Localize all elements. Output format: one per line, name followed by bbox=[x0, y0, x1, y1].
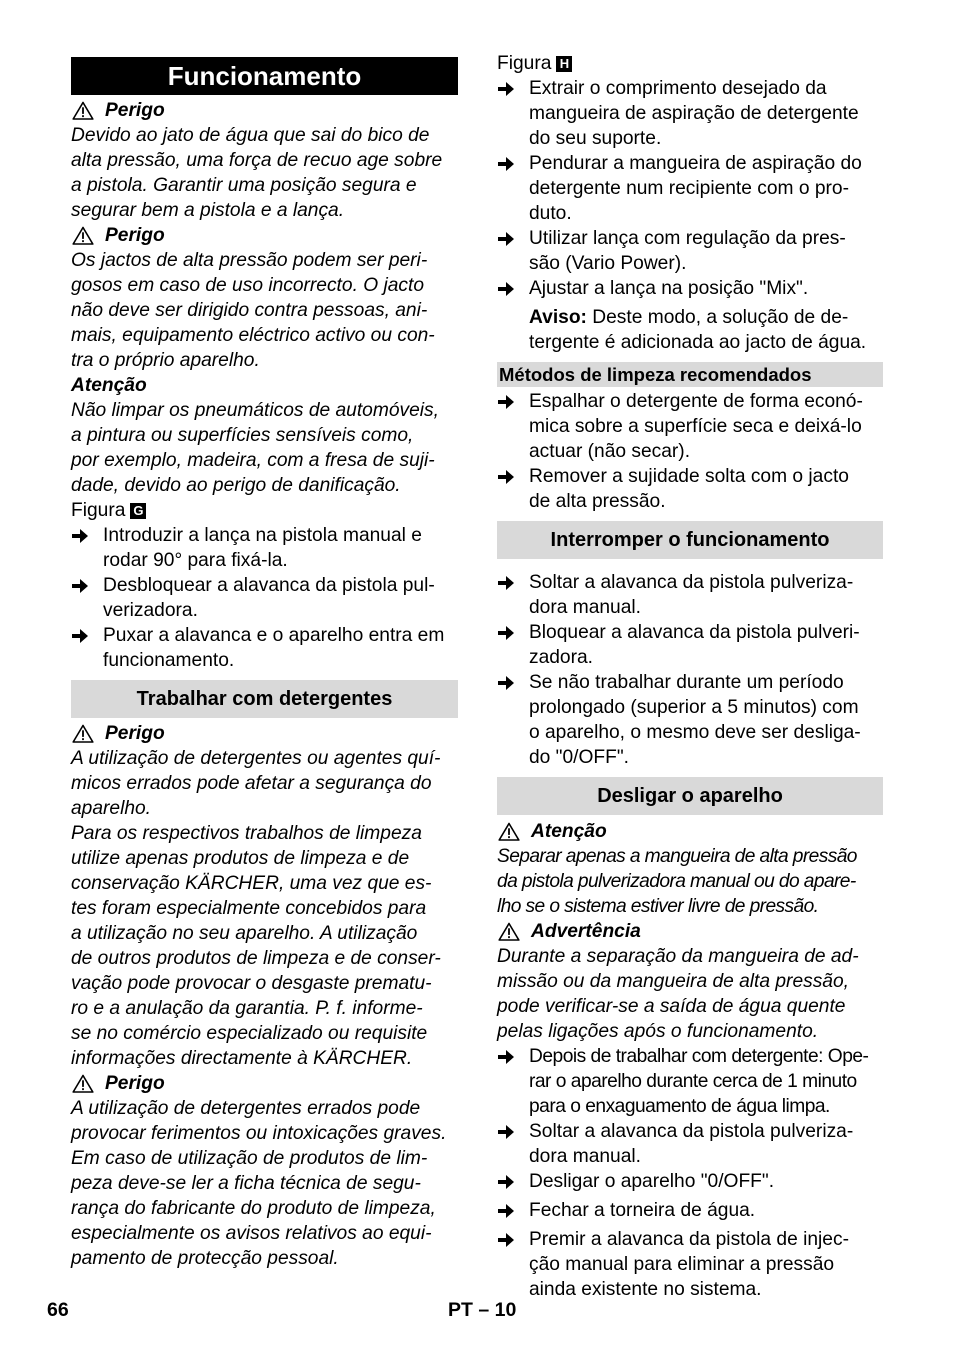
note-second-line: tergente é adicionada ao jacto de água. bbox=[529, 332, 867, 353]
warning-triangle-icon bbox=[498, 922, 520, 941]
section-title-funcionamento: Funcionamento bbox=[71, 57, 458, 95]
warning-label: Perigo bbox=[105, 723, 165, 744]
section-page: PT – 10 bbox=[448, 1299, 517, 1321]
step-item bbox=[497, 670, 883, 770]
warning-text-line: missão ou da mangueira de alta pressão, bbox=[497, 971, 849, 992]
step-item bbox=[497, 151, 883, 226]
step-text-line: rar o aparelho durante cerca de 1 minuto bbox=[529, 1071, 857, 1092]
step-item bbox=[497, 1169, 883, 1198]
warning-label: Perigo bbox=[105, 225, 165, 246]
step-text bbox=[529, 151, 883, 226]
warning-text-line: alta pressão, uma força de recuo age sobre bbox=[71, 150, 443, 171]
step-text-line: duto. bbox=[529, 203, 572, 224]
step-text-line: Se não trabalhar durante um período bbox=[529, 672, 844, 693]
warning-text-line: peza deve-se ler a ficha técnica de segu- bbox=[71, 1173, 421, 1194]
section-heading-interromper: Interromper o funcionamento bbox=[497, 521, 883, 559]
warning-text-line: da pistola pulverizadora manual ou do apare- bbox=[497, 871, 856, 892]
step-text-line: actuar (não secar). bbox=[529, 441, 691, 462]
warning-text-line: A utilização de detergentes ou agentes quí- bbox=[71, 748, 441, 769]
page-number: 66 bbox=[47, 1299, 69, 1321]
note-label: Aviso: bbox=[529, 307, 587, 328]
step-text-line: Remover a sujidade solta com o jacto bbox=[529, 466, 849, 487]
figure-reference bbox=[71, 498, 458, 523]
attention-block bbox=[497, 819, 883, 919]
warning-text-line: conservação KÄRCHER, uma vez que es- bbox=[71, 873, 432, 894]
step-text-line: Extrair o comprimento desejado da bbox=[529, 78, 827, 99]
warning-text-line: se no comércio especializado ou requisite bbox=[71, 1023, 428, 1044]
warning-text-line: não deve ser dirigido contra pessoas, ani- bbox=[71, 300, 428, 321]
warning-text-line: provocar ferimentos ou intoxicações graves. bbox=[71, 1123, 447, 1144]
warning-label: Atenção bbox=[531, 821, 607, 842]
warning-text-line: utilize apenas produtos de limpeza e de bbox=[71, 848, 410, 869]
step-text-line: dora manual. bbox=[529, 1146, 641, 1167]
step-text bbox=[529, 76, 883, 151]
warning-text-line: micos errados pode afetar a segurança do bbox=[71, 773, 432, 794]
step-text-line: Utilizar lança com regulação da pres- bbox=[529, 228, 846, 249]
warning-text-line: pelas ligações após o funcionamento. bbox=[497, 1021, 819, 1042]
right-column bbox=[497, 53, 883, 1302]
note-first-line: Deste modo, a solução de de- bbox=[586, 307, 849, 328]
step-text-line: Puxar a alavanca e o aparelho entra em bbox=[103, 625, 445, 646]
step-text-line: funcionamento. bbox=[103, 650, 235, 671]
warning-text-line: dade, devido ao perigo de danificação. bbox=[71, 475, 401, 496]
arrow-right-icon bbox=[497, 620, 529, 670]
warning-text-line: pamento de protecção pessoal. bbox=[71, 1248, 339, 1269]
step-text-line: para o enxaguamento de água limpa. bbox=[529, 1096, 830, 1117]
step-text-line: Desligar o aparelho "0/OFF". bbox=[529, 1171, 775, 1192]
left-column bbox=[71, 57, 458, 1271]
warning-label: Perigo bbox=[105, 100, 165, 121]
warning-text-line: segurar bem a pistola e a lança. bbox=[71, 200, 345, 221]
arrow-right-icon bbox=[497, 1169, 529, 1198]
note-indent bbox=[497, 305, 529, 355]
final-steps-rest bbox=[497, 1119, 883, 1302]
step-text-line: o aparelho, o mesmo deve ser desliga- bbox=[529, 722, 861, 743]
warning-heading bbox=[71, 1071, 458, 1096]
step-text bbox=[529, 1169, 883, 1198]
note-text bbox=[529, 305, 883, 355]
step-text-line: são (Vario Power). bbox=[529, 253, 687, 274]
arrow-right-icon bbox=[497, 151, 529, 226]
step-item bbox=[497, 464, 883, 514]
note-line bbox=[529, 305, 883, 330]
warning-text-line: mais, equipamento eléctrico activo ou con- bbox=[71, 325, 435, 346]
step-text bbox=[529, 464, 883, 514]
warning-triangle-icon bbox=[498, 822, 520, 841]
figure-label: Figura bbox=[497, 53, 552, 74]
step-text-line: do seu suporte. bbox=[529, 128, 662, 149]
warning-text-line: tra o próprio aparelho. bbox=[71, 350, 260, 371]
arrow-right-icon bbox=[71, 623, 103, 673]
step-text bbox=[529, 1044, 883, 1119]
arrow-right-icon bbox=[497, 1119, 529, 1169]
step-item bbox=[497, 1227, 883, 1302]
warning-text-line: Em caso de utilização de produtos de lim- bbox=[71, 1148, 428, 1169]
warning-text-line: especialmente os avisos relativos ao equi- bbox=[71, 1223, 432, 1244]
warning-text-line: por exemplo, madeira, com a fresa de suji- bbox=[71, 450, 435, 471]
warning-label: Atenção bbox=[71, 375, 147, 396]
warning-text-line: Separar apenas a mangueira de alta pressão bbox=[497, 846, 857, 867]
warning-triangle-icon bbox=[72, 724, 94, 743]
step-text-line: detergente num recipiente com o pro- bbox=[529, 178, 849, 199]
step-text bbox=[529, 570, 883, 620]
warning-text-line: Os jactos de alta pressão podem ser peri- bbox=[71, 250, 428, 271]
step-text-line: mangueira de aspiração de detergente bbox=[529, 103, 859, 124]
step-item bbox=[497, 76, 883, 151]
step-text bbox=[529, 1227, 883, 1302]
step-text-line: Introduzir a lança na pistola manual e bbox=[103, 525, 422, 546]
step-item bbox=[71, 523, 458, 573]
warning-text-line: Durante a separação da mangueira de ad- bbox=[497, 946, 859, 967]
step-text-line: do "0/OFF". bbox=[529, 747, 629, 768]
warning-text-line: rança do fabricante do produto de limpeza, bbox=[71, 1198, 436, 1219]
warning-triangle-icon bbox=[72, 1074, 94, 1093]
step-text-line: Soltar a alavanca da pistola pulveriza- bbox=[529, 572, 854, 593]
warning-label: Advertência bbox=[531, 921, 641, 942]
step-text-line: Ajustar a lança na posição "Mix". bbox=[529, 278, 809, 299]
arrow-right-icon bbox=[71, 573, 103, 623]
warning-label: Perigo bbox=[105, 1073, 165, 1094]
step-text-line: Bloquear a alavanca da pistola pulveri- bbox=[529, 622, 860, 643]
arrow-right-icon bbox=[497, 570, 529, 620]
warning-text-line: a utilização no seu aparelho. A utilização bbox=[71, 923, 418, 944]
figure-letter-badge: G bbox=[130, 503, 146, 519]
arrow-right-icon bbox=[497, 1044, 529, 1119]
arrow-right-icon bbox=[497, 389, 529, 464]
step-text bbox=[103, 623, 458, 673]
step-item bbox=[497, 226, 883, 276]
warning-text-line: vação pode provocar o desgaste prematu- bbox=[71, 973, 432, 994]
warning-heading bbox=[71, 721, 458, 746]
step-text-line: mica sobre a superfície seca e deixá-lo bbox=[529, 416, 862, 437]
warning-heading bbox=[71, 223, 458, 248]
step-text-line: Fechar a torneira de água. bbox=[529, 1200, 756, 1221]
step-text bbox=[529, 620, 883, 670]
final-steps bbox=[497, 1044, 883, 1119]
section-heading-metodos: Métodos de limpeza recomendados bbox=[497, 362, 883, 387]
warning-heading bbox=[71, 98, 458, 123]
step-text bbox=[529, 226, 883, 276]
warning-triangle-icon bbox=[72, 101, 94, 120]
step-item bbox=[497, 276, 883, 305]
warning-text-line: Não limpar os pneumáticos de automóveis, bbox=[71, 400, 439, 421]
warning-text-line: de outros produtos de limpeza e de conser- bbox=[71, 948, 441, 969]
warning-text-line: a pintura ou superfícies sensíveis como, bbox=[71, 425, 414, 446]
step-text-line: ção manual para eliminar a pressão bbox=[529, 1254, 835, 1275]
warning-text-line: pode verificar-se a saída de água quente bbox=[497, 996, 846, 1017]
step-text-line: Pendurar a mangueira de aspiração do bbox=[529, 153, 862, 174]
warning-text-line: a pistola. Garantir uma posição segura e bbox=[71, 175, 417, 196]
warning-text-line: lho se o sistema estiver livre de pressão. bbox=[497, 896, 819, 917]
figure-letter-badge: H bbox=[556, 56, 572, 72]
step-text-line: dora manual. bbox=[529, 597, 641, 618]
warning-text-line: informações directamente à KÄRCHER. bbox=[71, 1048, 413, 1069]
step-text bbox=[529, 670, 883, 770]
arrow-right-icon bbox=[497, 1227, 529, 1302]
step-item bbox=[497, 389, 883, 464]
warning-triangle-icon bbox=[72, 226, 94, 245]
section-heading-desligar: Desligar o aparelho bbox=[497, 777, 883, 815]
step-text-line: Depois de trabalhar com detergente: Ope- bbox=[529, 1046, 869, 1067]
warning-text-line: gosos em caso de uso incorrecto. O jacto bbox=[71, 275, 425, 296]
step-text-line: prolongado (superior a 5 minutos) com bbox=[529, 697, 859, 718]
warning-text-line: tes foram especialmente concebidos para bbox=[71, 898, 427, 919]
warning-text-line: aparelho. bbox=[71, 798, 152, 819]
step-item bbox=[497, 1198, 883, 1227]
step-item bbox=[71, 573, 458, 623]
arrow-right-icon bbox=[497, 464, 529, 514]
step-text-line: de alta pressão. bbox=[529, 491, 666, 512]
step-text bbox=[529, 1198, 883, 1227]
step-text-line: Premir a alavanca da pistola de injec- bbox=[529, 1229, 849, 1250]
step-text-line: Soltar a alavanca da pistola pulveriza- bbox=[529, 1121, 854, 1142]
figure-wrap bbox=[497, 51, 883, 76]
step-text-line: zadora. bbox=[529, 647, 593, 668]
note-item bbox=[497, 305, 883, 355]
step-text-line: ainda existente no sistema. bbox=[529, 1279, 762, 1300]
warning-text-line: ro e a anulação da garantia. P. f. informe- bbox=[71, 998, 423, 1019]
warning-heading bbox=[71, 373, 458, 398]
step-text bbox=[529, 1119, 883, 1169]
warning-text-line: A utilização de detergentes errados pode bbox=[71, 1098, 421, 1119]
step-text-line: rodar 90° para fixá-la. bbox=[103, 550, 288, 571]
warning-heading bbox=[497, 919, 883, 944]
step-item bbox=[71, 623, 458, 673]
arrow-right-icon bbox=[497, 670, 529, 770]
warning-text-line: Devido ao jato de água que sai do bico de bbox=[71, 125, 430, 146]
step-text-line: Desbloquear a alavanca da pistola pul- bbox=[103, 575, 435, 596]
warning-heading bbox=[497, 819, 883, 844]
arrow-right-icon bbox=[497, 226, 529, 276]
step-item bbox=[497, 620, 883, 670]
figure-reference bbox=[497, 51, 883, 76]
step-text bbox=[103, 573, 458, 623]
step-item bbox=[497, 1044, 883, 1119]
arrow-right-icon bbox=[497, 276, 529, 305]
arrow-right-icon bbox=[71, 523, 103, 573]
step-item bbox=[497, 570, 883, 620]
figure-label: Figura bbox=[71, 500, 126, 521]
step-text-line: Espalhar o detergente de forma econó- bbox=[529, 391, 863, 412]
step-text bbox=[529, 389, 883, 464]
step-text bbox=[103, 523, 458, 573]
arrow-right-icon bbox=[497, 1198, 529, 1227]
warning-text-line: Para os respectivos trabalhos de limpeza bbox=[71, 823, 422, 844]
step-text-line: verizadora. bbox=[103, 600, 198, 621]
section-heading-detergentes: Trabalhar com detergentes bbox=[71, 680, 458, 718]
step-item bbox=[497, 1119, 883, 1169]
step-text bbox=[529, 276, 883, 305]
arrow-right-icon bbox=[497, 76, 529, 151]
